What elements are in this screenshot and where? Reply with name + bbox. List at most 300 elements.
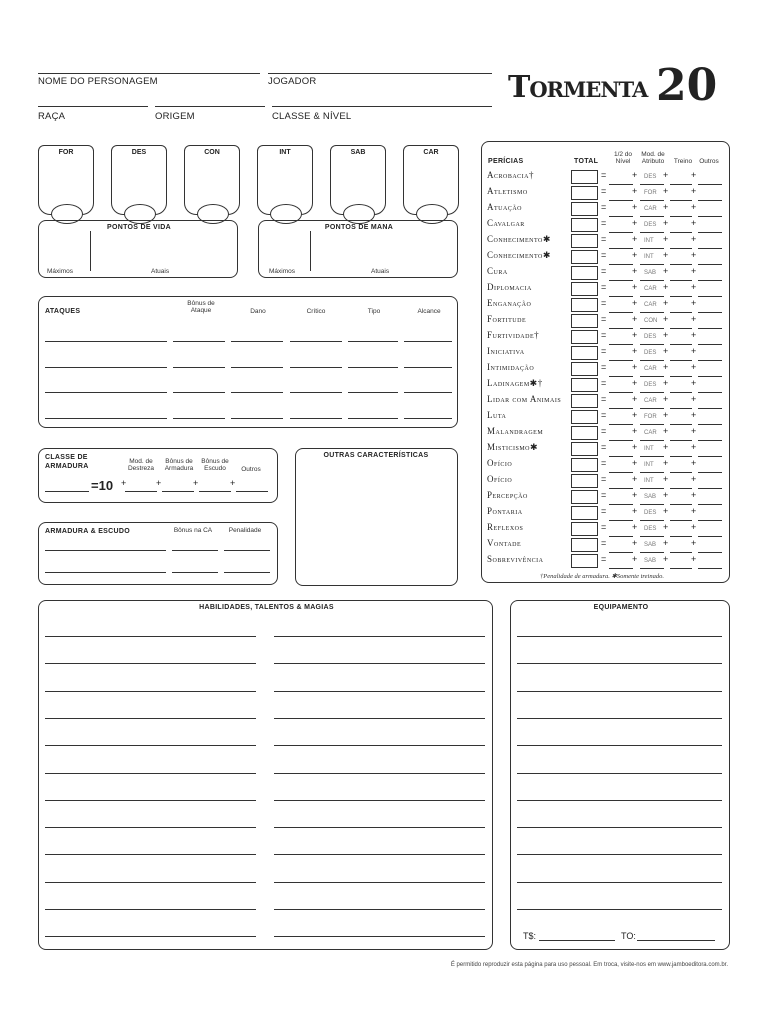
skill-total-box[interactable] xyxy=(571,170,598,184)
classe-nivel-label: CLASSE & NÍVEL xyxy=(272,111,352,122)
skill-total-box[interactable] xyxy=(571,346,598,360)
skill-atributo-field[interactable] xyxy=(640,568,664,569)
ataques-col-dano: Dano xyxy=(250,308,266,315)
skill-nivel-field[interactable] xyxy=(609,424,633,425)
plus-sign: + xyxy=(691,314,697,324)
equals-sign: = xyxy=(601,298,607,308)
skill-outros-field[interactable] xyxy=(698,248,722,249)
equipamento-line[interactable] xyxy=(517,718,722,719)
pericias-footnote: †Penalidade de armadura. ✱Somente treinado. xyxy=(540,573,664,580)
habilidade-line-left[interactable] xyxy=(45,636,256,637)
armor-name-field[interactable] xyxy=(45,550,166,551)
equals-sign: = xyxy=(601,202,607,212)
plus-sign: + xyxy=(632,186,638,196)
skill-treino-field[interactable] xyxy=(670,248,692,249)
plus-sign: + xyxy=(691,394,697,404)
plus-sign: + xyxy=(663,170,669,180)
attack-dano-field[interactable] xyxy=(231,418,283,419)
habilidade-line-left[interactable] xyxy=(45,882,256,883)
habilidades-panel xyxy=(38,600,493,950)
skill-treino-field[interactable] xyxy=(670,424,692,425)
habilidade-line-left[interactable] xyxy=(45,827,256,828)
equals-sign: = xyxy=(601,554,607,564)
skill-nivel-field[interactable] xyxy=(609,552,633,553)
plus-sign: + xyxy=(663,490,669,500)
skill-nivel-field[interactable] xyxy=(609,344,633,345)
skill-outros-field[interactable] xyxy=(698,296,722,297)
skill-atributo-field[interactable] xyxy=(640,408,664,409)
skill-outros-field[interactable] xyxy=(698,264,722,265)
attr-car[interactable] xyxy=(403,145,459,215)
plus-sign: + xyxy=(663,538,669,548)
skill-total-box[interactable] xyxy=(571,474,598,488)
skill-treino-field[interactable] xyxy=(670,408,692,409)
skill-treino-field[interactable] xyxy=(670,504,692,505)
armor-penalidade-field[interactable] xyxy=(224,572,270,573)
skill-attr-tag: CON xyxy=(644,318,658,324)
equals-sign: = xyxy=(601,218,607,228)
skill-atributo-field[interactable] xyxy=(640,280,664,281)
equals-sign: = xyxy=(601,346,607,356)
skill-total-box[interactable] xyxy=(571,218,598,232)
skill-nivel-field[interactable] xyxy=(609,536,633,537)
skill-atributo-field[interactable] xyxy=(640,232,664,233)
skill-nivel-field[interactable] xyxy=(609,440,633,441)
skill-outros-field[interactable] xyxy=(698,184,722,185)
skill-outros-field[interactable] xyxy=(698,280,722,281)
equals-sign: = xyxy=(601,170,607,180)
skill-treino-field[interactable] xyxy=(670,328,692,329)
equipamento-line[interactable] xyxy=(517,663,722,664)
skill-nivel-field[interactable] xyxy=(609,504,633,505)
skill-outros-field[interactable] xyxy=(698,216,722,217)
habilidade-line-right[interactable] xyxy=(274,854,485,855)
skill-treino-field[interactable] xyxy=(670,472,692,473)
skill-nivel-field[interactable] xyxy=(609,520,633,521)
attack-tipo-field[interactable] xyxy=(348,367,398,368)
skill-outros-field[interactable] xyxy=(698,312,722,313)
skill-total-box[interactable] xyxy=(571,442,598,456)
attack-name-field[interactable] xyxy=(45,392,167,393)
skill-nivel-field[interactable] xyxy=(609,200,633,201)
skill-total-box[interactable] xyxy=(571,378,598,392)
skill-atributo-field[interactable] xyxy=(640,424,664,425)
equipamento-title: EQUIPAMENTO xyxy=(593,604,649,611)
equipamento-line[interactable] xyxy=(517,636,722,637)
attack-tipo-field[interactable] xyxy=(348,341,398,342)
skill-name: Diplomacia xyxy=(487,282,532,292)
armor-penalidade-field[interactable] xyxy=(224,550,270,551)
habilidade-line-left[interactable] xyxy=(45,691,256,692)
plus-sign: + xyxy=(691,458,697,468)
skill-atributo-field[interactable] xyxy=(640,536,664,537)
skill-atributo-field[interactable] xyxy=(640,264,664,265)
pontos-de-vida-panel[interactable] xyxy=(38,220,238,278)
skill-treino-field[interactable] xyxy=(670,568,692,569)
attr-label: FOR xyxy=(58,149,74,156)
plus-sign: + xyxy=(663,202,669,212)
skill-name: Iniciativa xyxy=(487,346,525,356)
skill-treino-field[interactable] xyxy=(670,312,692,313)
skill-atributo-field[interactable] xyxy=(640,360,664,361)
skill-outros-field[interactable] xyxy=(698,568,722,569)
skill-atributo-field[interactable] xyxy=(640,488,664,489)
equipamento-line[interactable] xyxy=(517,773,722,774)
skill-atributo-field[interactable] xyxy=(640,296,664,297)
equals-sign: = xyxy=(601,442,607,452)
plus-sign: + xyxy=(632,218,638,228)
skill-outros-field[interactable] xyxy=(698,440,722,441)
attack-critico-field[interactable] xyxy=(290,341,342,342)
skill-attr-tag: SAB xyxy=(644,494,657,500)
skill-outros-field[interactable] xyxy=(698,552,722,553)
attack-critico-field[interactable] xyxy=(290,392,342,393)
skill-treino-field[interactable] xyxy=(670,360,692,361)
skill-total-box[interactable] xyxy=(571,490,598,504)
skill-atributo-field[interactable] xyxy=(640,376,664,377)
skill-outros-field[interactable] xyxy=(698,344,722,345)
skill-treino-field[interactable] xyxy=(670,552,692,553)
skill-outros-field[interactable] xyxy=(698,200,722,201)
ca-armadura-field[interactable] xyxy=(162,491,194,492)
attack-bonus-field[interactable] xyxy=(173,392,225,393)
skill-attr-tag: INT xyxy=(644,238,654,244)
skill-total-box[interactable] xyxy=(571,186,598,200)
attack-alcance-field[interactable] xyxy=(404,367,452,368)
equipamento-line[interactable] xyxy=(517,745,722,746)
skill-name: Percepção xyxy=(487,490,528,500)
skill-outros-field[interactable] xyxy=(698,376,722,377)
outras-title: OUTRAS CARACTERÍSTICAS xyxy=(323,452,429,459)
skill-total-box[interactable] xyxy=(571,394,598,408)
skill-atributo-field[interactable] xyxy=(640,344,664,345)
skill-nivel-field[interactable] xyxy=(609,232,633,233)
origem-field[interactable] xyxy=(155,106,265,107)
attack-bonus-field[interactable] xyxy=(173,341,225,342)
skill-total-box[interactable] xyxy=(571,282,598,296)
skill-attr-tag: DES xyxy=(644,350,657,356)
pontos-de-mana-title: PONTOS DE MANA xyxy=(324,224,394,231)
habilidade-line-right[interactable] xyxy=(274,718,485,719)
to-field[interactable] xyxy=(637,940,715,941)
skill-nivel-field[interactable] xyxy=(609,488,633,489)
armor-name-field[interactable] xyxy=(45,572,166,573)
plus-sign: + xyxy=(691,330,697,340)
classe-nivel-field[interactable] xyxy=(272,106,492,107)
skill-outros-field[interactable] xyxy=(698,488,722,489)
ca-destreza-field[interactable] xyxy=(125,491,157,492)
pontos-de-mana-panel[interactable] xyxy=(258,220,458,278)
skill-outros-field[interactable] xyxy=(698,328,722,329)
armadura-col-bonus: Bônus na CA xyxy=(173,527,213,534)
skill-treino-field[interactable] xyxy=(670,488,692,489)
attack-name-field[interactable] xyxy=(45,341,167,342)
skill-nivel-field[interactable] xyxy=(609,264,633,265)
ts-field[interactable] xyxy=(539,940,615,941)
skill-total-box[interactable] xyxy=(571,410,598,424)
attack-tipo-field[interactable] xyxy=(348,392,398,393)
attr-sab[interactable] xyxy=(330,145,386,215)
plus-sign: + xyxy=(230,478,236,488)
nome-personagem-field[interactable] xyxy=(38,73,260,74)
skill-atributo-field[interactable] xyxy=(640,392,664,393)
plus-sign: + xyxy=(691,298,697,308)
ca-col-escudo: Bônus de Escudo xyxy=(201,458,229,473)
skill-total-box[interactable] xyxy=(571,362,598,376)
skill-treino-field[interactable] xyxy=(670,456,692,457)
skill-attr-tag: FOR xyxy=(644,190,657,196)
skill-total-box[interactable] xyxy=(571,202,598,216)
plus-sign: + xyxy=(632,522,638,532)
pontos-de-vida-title: PONTOS DE VIDA xyxy=(107,224,171,231)
skill-total-box[interactable] xyxy=(571,506,598,520)
skill-total-box[interactable] xyxy=(571,554,598,568)
attr-des[interactable] xyxy=(111,145,167,215)
habilidade-line-left[interactable] xyxy=(45,854,256,855)
armadura-col-penalidade: Penalidade xyxy=(228,527,262,534)
armor-bonus-field[interactable] xyxy=(172,550,218,551)
attack-name-field[interactable] xyxy=(45,367,167,368)
skill-nivel-field[interactable] xyxy=(609,360,633,361)
equals-sign: = xyxy=(601,522,607,532)
skill-treino-field[interactable] xyxy=(670,200,692,201)
attack-alcance-field[interactable] xyxy=(404,418,452,419)
skill-name: Malandragem xyxy=(487,426,544,436)
habilidade-line-right[interactable] xyxy=(274,745,485,746)
skill-treino-field[interactable] xyxy=(670,520,692,521)
ca-total-field[interactable] xyxy=(45,491,89,492)
plus-sign: + xyxy=(632,410,638,420)
skill-treino-field[interactable] xyxy=(670,216,692,217)
skill-attr-tag: DES xyxy=(644,174,657,180)
skill-treino-field[interactable] xyxy=(670,344,692,345)
habilidade-line-right[interactable] xyxy=(274,800,485,801)
skill-atributo-field[interactable] xyxy=(640,520,664,521)
equipamento-line[interactable] xyxy=(517,854,722,855)
equipamento-line[interactable] xyxy=(517,800,722,801)
equipamento-line[interactable] xyxy=(517,882,722,883)
skill-total-box[interactable] xyxy=(571,522,598,536)
skill-attr-tag: SAB xyxy=(644,542,657,548)
equals-sign: = xyxy=(601,186,607,196)
habilidade-line-left[interactable] xyxy=(45,773,256,774)
skill-outros-field[interactable] xyxy=(698,536,722,537)
plus-sign: + xyxy=(632,490,638,500)
skill-name: Conhecimento✱ xyxy=(487,234,551,244)
habilidade-line-right[interactable] xyxy=(274,936,485,937)
skill-attr-tag: DES xyxy=(644,526,657,532)
skill-nivel-field[interactable] xyxy=(609,184,633,185)
skill-outros-field[interactable] xyxy=(698,408,722,409)
skill-atributo-field[interactable] xyxy=(640,552,664,553)
skill-treino-field[interactable] xyxy=(670,392,692,393)
equipamento-line[interactable] xyxy=(517,827,722,828)
skill-name: Ofício xyxy=(487,474,513,484)
skill-treino-field[interactable] xyxy=(670,536,692,537)
plus-sign: + xyxy=(691,442,697,452)
skill-treino-field[interactable] xyxy=(670,232,692,233)
habilidade-line-right[interactable] xyxy=(274,663,485,664)
skill-nivel-field[interactable] xyxy=(609,472,633,473)
attack-alcance-field[interactable] xyxy=(404,392,452,393)
habilidade-line-left[interactable] xyxy=(45,800,256,801)
skill-name: Vontade xyxy=(487,538,522,548)
skill-treino-field[interactable] xyxy=(670,440,692,441)
jogador-field[interactable] xyxy=(268,73,492,74)
skill-attr-tag: DES xyxy=(644,222,657,228)
habilidade-line-left[interactable] xyxy=(45,936,256,937)
skill-outros-field[interactable] xyxy=(698,424,722,425)
attack-dano-field[interactable] xyxy=(231,341,283,342)
skill-total-box[interactable] xyxy=(571,234,598,248)
pv-divider xyxy=(90,231,91,271)
habilidade-line-right[interactable] xyxy=(274,773,485,774)
attack-dano-field[interactable] xyxy=(231,392,283,393)
skill-name: Furtividade† xyxy=(487,330,540,340)
armor-bonus-field[interactable] xyxy=(172,572,218,573)
plus-sign: + xyxy=(663,506,669,516)
plus-sign: + xyxy=(691,426,697,436)
skill-name: Fortitude xyxy=(487,314,527,324)
habilidade-line-left[interactable] xyxy=(45,909,256,910)
plus-sign: + xyxy=(632,314,638,324)
skill-name: Sobrevivência xyxy=(487,554,544,564)
equipamento-line[interactable] xyxy=(517,909,722,910)
skill-treino-field[interactable] xyxy=(670,296,692,297)
habilidade-line-right[interactable] xyxy=(274,691,485,692)
attr-int[interactable] xyxy=(257,145,313,215)
attack-bonus-field[interactable] xyxy=(173,418,225,419)
habilidade-line-right[interactable] xyxy=(274,636,485,637)
skill-nivel-field[interactable] xyxy=(609,216,633,217)
skill-total-box[interactable] xyxy=(571,458,598,472)
skill-nivel-field[interactable] xyxy=(609,312,633,313)
skill-name: Luta xyxy=(487,410,507,420)
skill-total-box[interactable] xyxy=(571,298,598,312)
skill-attr-tag: DES xyxy=(644,382,657,388)
plus-sign: + xyxy=(691,186,697,196)
skill-treino-field[interactable] xyxy=(670,376,692,377)
plus-sign: + xyxy=(632,474,638,484)
habilidade-line-left[interactable] xyxy=(45,663,256,664)
habilidade-line-left[interactable] xyxy=(45,745,256,746)
skill-nivel-field[interactable] xyxy=(609,280,633,281)
skill-atributo-field[interactable] xyxy=(640,440,664,441)
skill-nivel-field[interactable] xyxy=(609,248,633,249)
attack-tipo-field[interactable] xyxy=(348,418,398,419)
skill-total-box[interactable] xyxy=(571,426,598,440)
plus-sign: + xyxy=(691,170,697,180)
attack-critico-field[interactable] xyxy=(290,418,342,419)
skill-nivel-field[interactable] xyxy=(609,408,633,409)
skill-nivel-field[interactable] xyxy=(609,568,633,569)
skill-attr-tag: DES xyxy=(644,510,657,516)
pericias-col-atributo: Mod. de Atributo xyxy=(641,151,665,166)
attack-name-field[interactable] xyxy=(45,418,167,419)
attack-alcance-field[interactable] xyxy=(404,341,452,342)
plus-sign: + xyxy=(691,538,697,548)
skill-total-box[interactable] xyxy=(571,250,598,264)
habilidade-line-right[interactable] xyxy=(274,909,485,910)
skill-outros-field[interactable] xyxy=(698,360,722,361)
skill-atributo-field[interactable] xyxy=(640,200,664,201)
attack-critico-field[interactable] xyxy=(290,367,342,368)
plus-sign: + xyxy=(663,186,669,196)
skill-atributo-field[interactable] xyxy=(640,216,664,217)
skill-total-box[interactable] xyxy=(571,266,598,280)
ca-escudo-field[interactable] xyxy=(199,491,231,492)
skill-total-box[interactable] xyxy=(571,314,598,328)
skill-treino-field[interactable] xyxy=(670,184,692,185)
attr-label: DES xyxy=(131,149,147,156)
skill-atributo-field[interactable] xyxy=(640,312,664,313)
plus-sign: + xyxy=(691,362,697,372)
pericias-col-nivel: 1/2 do Nível xyxy=(613,151,633,166)
skill-attr-tag: INT xyxy=(644,446,654,452)
skill-outros-field[interactable] xyxy=(698,392,722,393)
skill-nivel-field[interactable] xyxy=(609,456,633,457)
skill-atributo-field[interactable] xyxy=(640,456,664,457)
skill-outros-field[interactable] xyxy=(698,520,722,521)
plus-sign: + xyxy=(663,362,669,372)
outras-caracteristicas-panel[interactable] xyxy=(295,448,458,586)
pv-atual-label: Atuais xyxy=(151,267,170,275)
skill-atributo-field[interactable] xyxy=(640,248,664,249)
skill-total-box[interactable] xyxy=(571,538,598,552)
skill-atributo-field[interactable] xyxy=(640,328,664,329)
skill-outros-field[interactable] xyxy=(698,504,722,505)
tormenta20-logo xyxy=(508,60,733,119)
plus-sign: + xyxy=(663,554,669,564)
plus-sign: + xyxy=(632,426,638,436)
skill-atributo-field[interactable] xyxy=(640,504,664,505)
ataques-col-critico: Crítico xyxy=(306,308,326,315)
skill-nivel-field[interactable] xyxy=(609,376,633,377)
habilidade-line-left[interactable] xyxy=(45,718,256,719)
raca-field[interactable] xyxy=(38,106,148,107)
ts-label: T$: xyxy=(523,931,537,941)
skill-atributo-field[interactable] xyxy=(640,472,664,473)
attr-label: INT xyxy=(279,149,291,156)
skill-nivel-field[interactable] xyxy=(609,392,633,393)
equipamento-line[interactable] xyxy=(517,691,722,692)
plus-sign: + xyxy=(691,378,697,388)
skill-nivel-field[interactable] xyxy=(609,328,633,329)
raca-label: RAÇA xyxy=(38,111,66,122)
skill-name: Reflexos xyxy=(487,522,524,532)
habilidade-line-right[interactable] xyxy=(274,827,485,828)
attr-for[interactable] xyxy=(38,145,94,215)
attr-con[interactable] xyxy=(184,145,240,215)
skill-outros-field[interactable] xyxy=(698,472,722,473)
habilidade-line-right[interactable] xyxy=(274,882,485,883)
skill-nivel-field[interactable] xyxy=(609,296,633,297)
skill-total-box[interactable] xyxy=(571,330,598,344)
ca-col-destreza: Mod. de Destreza xyxy=(127,458,154,473)
skill-treino-field[interactable] xyxy=(670,264,692,265)
skill-atributo-field[interactable] xyxy=(640,184,664,185)
attack-bonus-field[interactable] xyxy=(173,367,225,368)
skill-treino-field[interactable] xyxy=(670,280,692,281)
ca-outros-field[interactable] xyxy=(236,491,268,492)
skill-attr-tag: CAR xyxy=(644,430,657,436)
skill-attr-tag: CAR xyxy=(644,206,657,212)
skill-outros-field[interactable] xyxy=(698,232,722,233)
attack-dano-field[interactable] xyxy=(231,367,283,368)
skill-outros-field[interactable] xyxy=(698,456,722,457)
plus-sign: + xyxy=(632,442,638,452)
ataques-col-tipo: Tipo xyxy=(367,308,381,315)
